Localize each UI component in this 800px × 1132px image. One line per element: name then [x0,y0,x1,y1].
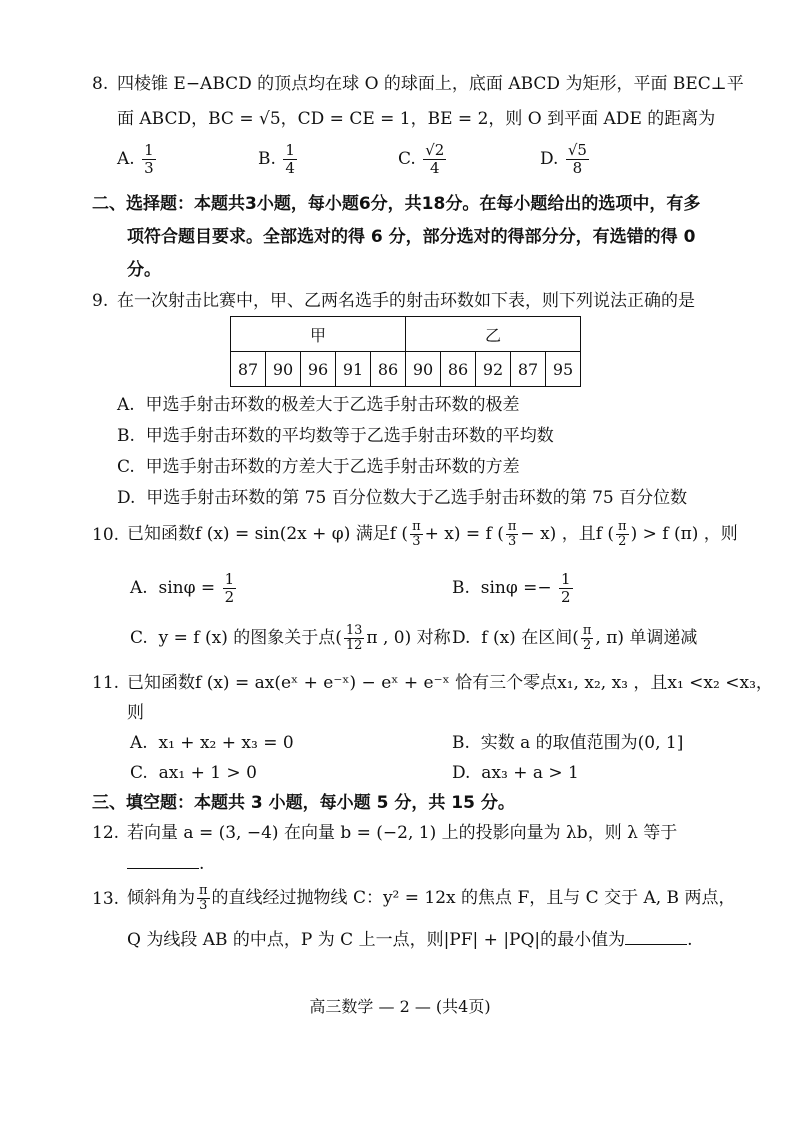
q9-option-b [117,425,554,447]
q12-answer-blank-line [127,852,204,875]
q8-option-b-fraction [283,142,297,177]
q13-stem-line2-text: Q 为线段 AB 的中点，P 为 C 上一点，则|PF| + |PQ|的最小值为 [127,930,626,950]
q9-number: 9. [92,291,109,311]
q11-number: 11. [92,673,120,693]
q10-option-d-text-a: f (x) 在区间( [481,628,579,648]
q10-option-b-text: sinφ =− [480,578,552,598]
q11-option-c [130,762,257,784]
q9-option-c-label: C. [117,457,135,477]
q10-option-d-fraction [581,624,594,653]
q10-option-c-text-a: y = f (x) 的图象关于点( [158,628,342,648]
q8-option-d [540,142,591,177]
q10-stem-part-d: ) > f (π) ，则 [630,524,738,544]
q8-option-d-num: √5 [567,141,587,159]
q13-frac-num: π [199,883,208,898]
yi-score-cell: 87 [511,352,546,387]
q9-option-d-label: D. [117,488,136,508]
q10-option-c-text-b: π , 0) 对称 [366,628,451,648]
q13-stem-line1 [127,878,735,918]
q8-option-a [117,142,158,177]
q13-blank-period: . [687,930,693,950]
q10-option-d [452,618,697,658]
q8-option-b-num: 1 [285,141,295,159]
q12-stem: 若向量 a = (3, −4) 在向量 b = (−2, 1) 上的投影向量为 λb，则 λ 等于 [127,823,678,843]
section2-heading-line1: 二、选择题：本题共3小题，每小题6分，共18分。在每小题给出的选项中，有多 [92,194,701,214]
q8-option-c-fraction [423,142,446,177]
q11-option-b [452,732,683,754]
q8-option-d-fraction [566,142,589,177]
q11-option-d-text: ax₃ + a > 1 [481,763,579,783]
q10-option-a-fraction [223,571,237,606]
jia-score-cell: 96 [301,352,336,387]
q10-number: 10. [92,525,120,545]
q11-option-d-label: D. [452,763,471,783]
q10-option-d-num: π [582,623,592,638]
q9-option-c [117,456,520,478]
q11-option-a-text: x₁ + x₂ + x₃ = 0 [158,733,294,753]
q10-option-d-text-b: , π) 单调递减 [595,628,698,648]
q10-stem-part-b: + x) = f ( [424,524,504,544]
section2-heading-line2: 项符合题目要求。全部选对的得 6 分，部分选对的得部分分，有选错的得 0 [127,227,696,247]
q10-stem-part-c: − x) ，且f ( [520,524,615,544]
q11-option-c-label: C. [130,763,148,783]
q10-option-d-label: D. [452,628,471,648]
q13-number: 13. [92,889,120,909]
q10-frac-pi-3-a [410,520,423,549]
q8-option-c-label: C. [398,149,416,169]
q10-option-c [130,618,451,658]
q10-option-b-num: 1 [561,570,571,588]
page-footer: 高三数学 — 2 — (共4页) [309,997,491,1016]
q9-option-c-text: 甲选手射击环数的方差大于乙选手射击环数的方差 [145,457,520,477]
q10-frac-pi-2 [616,520,629,549]
q9-option-d-text: 甲选手射击环数的第 75 百分位数大于乙选手射击环数的第 75 百分位数 [146,488,688,508]
q13-frac-pi-3 [197,884,210,913]
yi-score-cell: 95 [546,352,581,387]
q10-frac-pi-3-b [506,520,519,549]
q8-option-c-num: √2 [425,141,445,159]
jia-score-cell: 87 [231,352,266,387]
q10-frac-den: 3 [412,534,421,549]
yi-score-cell: 86 [441,352,476,387]
q9-option-a-label: A. [117,395,135,415]
q8-option-b-den: 4 [285,159,295,177]
q12-blank-period: . [199,854,205,874]
yi-score-cell: 92 [476,352,511,387]
jia-score-cell: 91 [336,352,371,387]
q8-number: 8. [92,74,109,94]
q11-option-b-label: B. [452,733,470,753]
q10-option-c-label: C. [130,628,148,648]
q10-option-c-num: 13 [345,623,363,638]
yi-score-cell: 90 [406,352,441,387]
q10-option-a-num: 1 [224,570,235,588]
q8-option-c [398,142,448,177]
q13-stem-line2 [127,928,693,951]
q9-score-table [230,316,581,387]
q12-number: 12. [92,823,120,843]
q11-option-b-text: 实数 a 的取值范围为(0, 1] [480,733,684,753]
q10-option-b-den: 2 [561,588,571,606]
q8-option-b-label: B. [258,149,276,169]
q13-answer-blank[interactable] [625,928,687,945]
q11-option-a [130,732,294,754]
q11-option-d [452,762,579,784]
q12-answer-blank[interactable] [127,852,199,869]
q10-stem-part-a: 已知函数f (x) = sin(2x + φ) 满足f ( [127,524,409,544]
q9-stem: 在一次射击比赛中，甲、乙两名选手的射击环数如下表，则下列说法正确的是 [117,291,695,311]
q8-option-c-den: 4 [430,159,440,177]
q13-stem-part-a: 倾斜角为 [127,888,195,908]
section2-heading-line3: 分。 [127,260,161,280]
q10-option-b [452,568,575,608]
q8-option-b [258,142,299,177]
jia-score-cell: 90 [266,352,301,387]
jia-score-cell: 86 [371,352,406,387]
q9-option-b-text: 甲选手射击环数的平均数等于乙选手射击环数的平均数 [145,426,554,446]
header-jia: 甲 [231,317,406,352]
q9-option-d [117,487,687,509]
q10-frac-num: π [618,519,627,534]
q11-option-a-label: A. [130,733,148,753]
table-header-row [231,317,581,352]
q8-stem-line1: 四棱锥 E−ABCD 的顶点均在球 O 的球面上，底面 ABCD 为矩形，平面 BEC⊥平 [117,74,744,94]
q8-option-a-num: 1 [144,141,154,159]
q10-option-a-den: 2 [224,588,235,606]
section3-heading: 三、填空题：本题共 3 小题，每小题 5 分，共 15 分。 [92,793,515,813]
q8-option-d-label: D. [540,149,559,169]
q10-option-c-fraction [344,624,365,653]
q13-frac-den: 3 [199,898,208,913]
q9-option-a [117,394,520,416]
q8-option-a-fraction [142,142,156,177]
q10-frac-num: π [507,519,517,534]
q10-frac-num: π [412,519,421,534]
header-yi: 乙 [406,317,581,352]
q11-option-c-text: ax₁ + 1 > 0 [158,763,257,783]
q8-option-a-den: 3 [144,159,154,177]
q10-option-d-den: 2 [582,638,592,653]
q9-option-b-label: B. [117,426,135,446]
q10-option-a-label: A. [130,578,148,598]
q9-option-a-text: 甲选手射击环数的极差大于乙选手射击环数的极差 [145,395,520,415]
q11-stem-line2: 则 [127,703,144,723]
q10-option-a [130,568,238,608]
q10-option-b-fraction [559,571,573,606]
q10-stem [127,514,738,554]
q10-frac-den: 3 [508,534,517,549]
q11-stem-line1: 已知函数f (x) = ax(eˣ + e⁻ˣ) − eˣ + e⁻ˣ 恰有三个零点x₁, x₂, x₃ ，且x₁ <x₂ <x₃， [127,673,773,693]
q13-stem-part-b: 的直线经过抛物线 C：y² = 12x 的焦点 F，且与 C 交于 A, B 两点， [211,888,736,908]
q10-option-b-label: B. [452,578,470,598]
q8-option-a-label: A. [117,149,135,169]
q8-stem-line2: 面 ABCD，BC = √5，CD = CE = 1，BE = 2，则 O 到平面 ADE 的距离为 [117,109,716,129]
table-row [231,352,581,387]
q8-option-d-den: 8 [572,159,583,177]
q10-option-c-den: 12 [345,638,363,653]
q10-frac-den: 2 [618,534,627,549]
q10-option-a-text: sinφ = [158,578,216,598]
